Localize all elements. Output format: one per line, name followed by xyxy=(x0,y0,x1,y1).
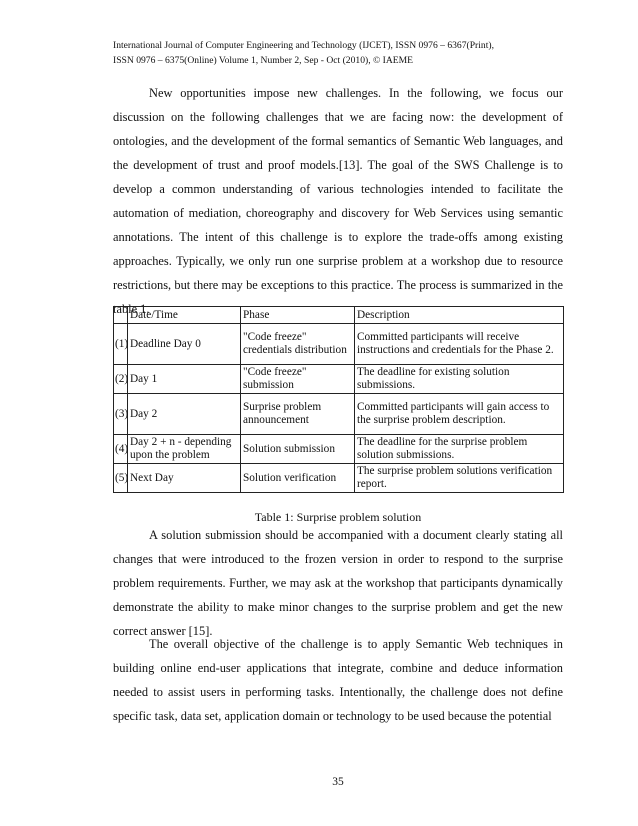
header-num-cell xyxy=(114,307,128,324)
paragraph-2: A solution submission should be accompanied with a document clearly stating all changes that were introduced to the frozen version in order to respond to the surprise problem requirements. Further, we may ask at the workshop that participants dynamically demonstrate the ability to make minor changes to the surprise problem and get the new correct answer [15]. xyxy=(113,528,563,638)
row-number: (2) xyxy=(114,365,128,394)
row-phase: "Code freeze" submission xyxy=(241,365,355,394)
row-phase: Solution submission xyxy=(241,435,355,464)
table-row xyxy=(114,435,564,464)
row-phase: Surprise problem announcement xyxy=(241,394,355,435)
row-date: Next Day xyxy=(128,464,241,493)
table-row xyxy=(114,464,564,493)
header-date: Date/Time xyxy=(128,307,241,324)
row-description: Committed participants will receive instructions and credentials for the Phase 2. xyxy=(355,324,564,365)
header-description: Description xyxy=(355,307,564,324)
row-date: Day 1 xyxy=(128,365,241,394)
row-number: (4) xyxy=(114,435,128,464)
row-number: (1) xyxy=(114,324,128,365)
row-phase: Solution verification xyxy=(241,464,355,493)
row-number: (5) xyxy=(114,464,128,493)
row-description: The deadline for existing solution submissions. xyxy=(355,365,564,394)
row-date: Deadline Day 0 xyxy=(128,324,241,365)
row-description: Committed participants will gain access to the surprise problem description. xyxy=(355,394,564,435)
paragraph-3: The overall objective of the challenge is to apply Semantic Web techniques in building online end-user applications that integrate, combine and deduce information needed to assist users in performing tasks. Intentionally, the challenge does not define specific task, data set, application domain or technology to be used because the potential xyxy=(113,637,563,723)
row-phase: "Code freeze" credentials distribution xyxy=(241,324,355,365)
table-row xyxy=(114,394,564,435)
header-line-1: International Journal of Computer Engineering and Technology (IJCET), ISSN 0976 – 6367(Print), xyxy=(113,40,494,51)
paragraph-1: New opportunities impose new challenges. In the following, we focus our discussion on the following challenges that we are facing now: the development of ontologies, and the development of the formal semantics of Semantic Web languages, and the development of trust and proof models.[13]. The goal of the SWS Challenge is to develop a common understanding of various technologies intended to facilitate the automation of mediation, choreography and discovery for Web Services using semantic annotations. The intent of this challenge is to explore the trade-offs among existing approaches. Typically, we only run one surprise problem at a workshop due to resource restrictions, but there may be exceptions to this practice. The process is summarized in the table 1. xyxy=(113,86,563,316)
header-line-2: ISSN 0976 – 6375(Online) Volume 1, Number 2, Sep - Oct (2010), © IAEME xyxy=(113,55,414,66)
table-row xyxy=(114,324,564,365)
surprise-problem-table xyxy=(113,306,564,493)
journal-header xyxy=(113,38,583,68)
row-date: Day 2 + n - depending upon the problem xyxy=(128,435,241,464)
row-description: The deadline for the surprise problem solution submissions. xyxy=(355,435,564,464)
row-description: The surprise problem solutions verification report. xyxy=(355,464,564,493)
table-caption: Table 1: Surprise problem solution xyxy=(254,510,422,524)
page-number: 35 xyxy=(332,776,344,788)
table-row xyxy=(114,365,564,394)
row-number: (3) xyxy=(114,394,128,435)
header-phase: Phase xyxy=(241,307,355,324)
row-date: Day 2 xyxy=(128,394,241,435)
table-header-row xyxy=(114,307,564,324)
